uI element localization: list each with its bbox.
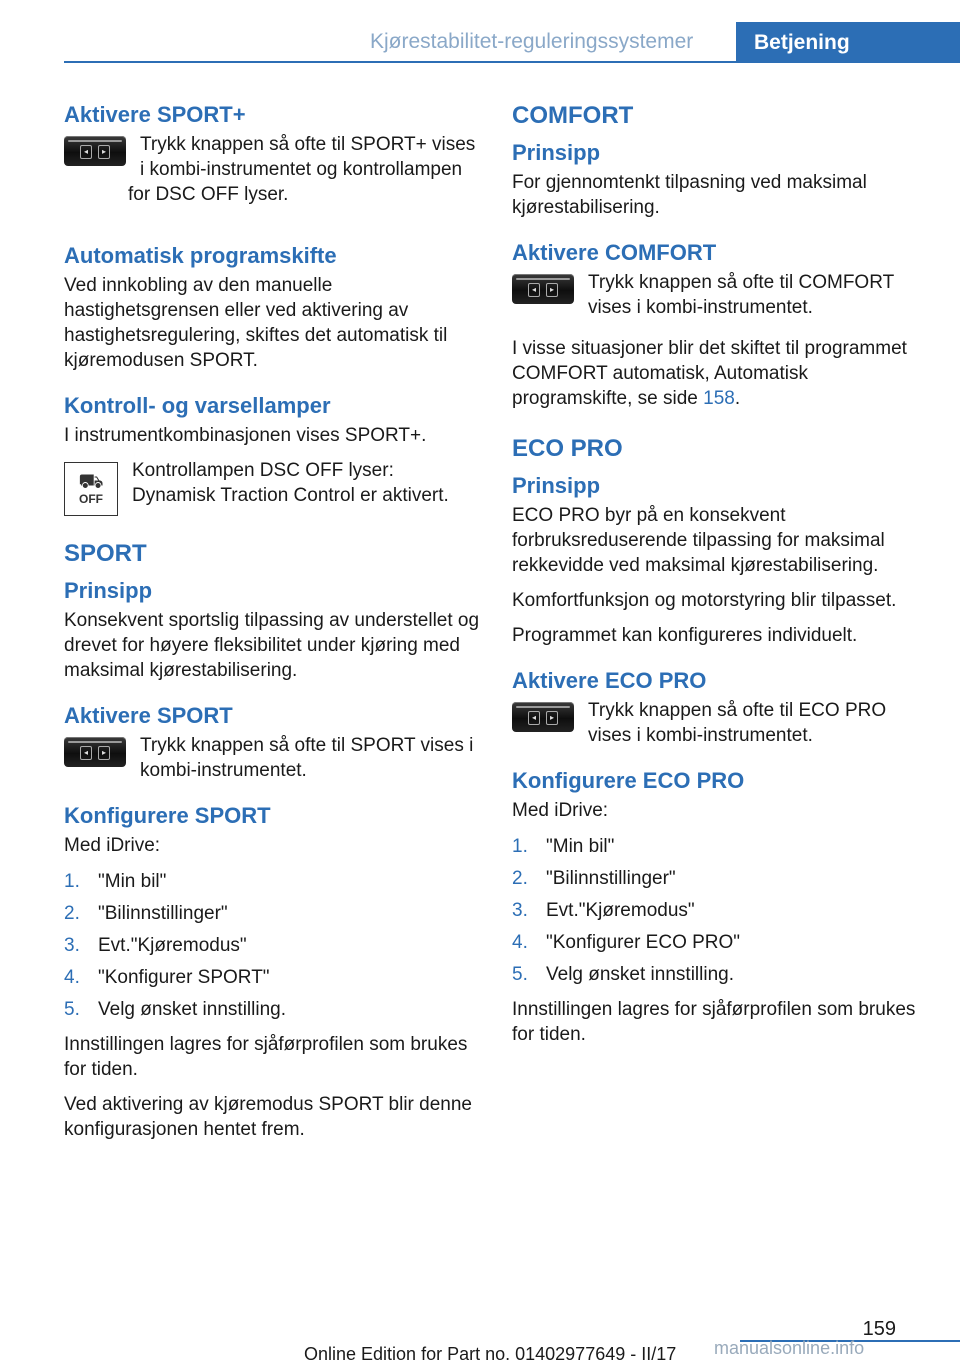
comfort-activate-text: Trykk knappen så ofte til COMFORT vises i kombi-instrumentet. (588, 272, 894, 318)
sport-activate-text: Trykk knappen så ofte til SPORT vises i kombi-instrumentet. (140, 735, 474, 781)
heading-activate-sport: Aktivere SPORT (64, 703, 233, 728)
mode-button-icon: ◂ ▸ (64, 737, 126, 767)
eco-activate-text: Trykk knappen så ofte til ECO PRO vises i kombi-instrumentet. (588, 700, 887, 746)
list-item: 5. Velg ønsket innstilling. (512, 964, 734, 985)
eco-saved-text: Innstillingen lagres for sjåførprofilen som brukes for tiden. (512, 999, 916, 1045)
mode-button-icon: ◂ ▸ (512, 702, 574, 732)
heading-auto-program: Automatisk programskifte (64, 243, 337, 268)
heading-sport: SPORT (64, 540, 147, 567)
sport-plus-text: Trykk knappen så ofte til SPORT+ vises i kombi-instrumentet og kontrollampen for DSC OFF lyser. (128, 134, 476, 205)
right-column (512, 100, 932, 1057)
list-item: 3. Evt."Kjøremodus" (512, 900, 695, 921)
heading-activate-eco: Aktivere ECO PRO (512, 668, 707, 693)
heading-comfort: COMFORT (512, 102, 634, 129)
config-sport-intro: Med iDrive: (64, 835, 161, 856)
dsc-off-icon: ⛟ OFF (64, 462, 118, 516)
list-item: 2. "Bilinnstillinger" (64, 903, 228, 924)
sport-steps-list (64, 866, 482, 1026)
sport-activate-block (64, 733, 482, 783)
heading-lamps: Kontroll- og varsellamper (64, 393, 331, 418)
mode-button-icon: ◂ ▸ (64, 136, 126, 166)
heading-activate-comfort: Aktivere COMFORT (512, 240, 717, 265)
auto-program-text: Ved innkobling av den manuelle hastighetsgrensen eller ved aktivering av hastighetsregulering, skiftes det automatisk til kjøremodusen SPORT. (64, 275, 448, 371)
list-item: 1. "Min bil" (64, 871, 167, 892)
sport-plus-block (64, 132, 482, 207)
eco-comfort-text: Komfortfunksjon og motorstyring blir tilpasset. (512, 590, 897, 611)
page-number: 159 (862, 1318, 896, 1340)
list-item: 4. "Konfigurer ECO PRO" (512, 932, 741, 953)
comfort-principle-text: For gjennomtenkt tilpasning ved maksimal kjørestabilisering. (512, 172, 867, 218)
sport-saved-text: Innstillingen lagres for sjåførprofilen som brukes for tiden. (64, 1034, 468, 1080)
list-item: 4. "Konfigurer SPORT" (64, 967, 270, 988)
dsc-lamp-block (64, 458, 482, 516)
list-item: 2. "Bilinnstillinger" (512, 868, 676, 889)
heading-config-sport: Konfigurere SPORT (64, 803, 271, 828)
watermark: manualsonline.info (714, 1338, 865, 1358)
eco-steps-list (512, 831, 932, 991)
list-item: 3. Evt."Kjøremodus" (64, 935, 247, 956)
eco-individual-text: Programmet kan konfigureres individuelt. (512, 625, 858, 646)
comfort-activate-block (512, 270, 932, 320)
chapter-tab[interactable]: Betjening (736, 22, 960, 63)
mode-button-icon: ◂ ▸ (512, 274, 574, 304)
page-header (0, 0, 960, 64)
section-title: Kjørestabilitet-reguleringssystemer (370, 30, 694, 53)
heading-eco-pro: ECO PRO (512, 435, 623, 462)
heading-comfort-principle: Prinsipp (512, 140, 601, 165)
lamp-text: I instrumentkombinasjonen vises SPORT+. (64, 425, 427, 446)
heading-config-eco: Konfigurere ECO PRO (512, 768, 745, 793)
left-column (64, 100, 482, 1152)
list-item: 1. "Min bil" (512, 836, 615, 857)
sport-recall-text: Ved aktivering av kjøremodus SPORT blir denne konfigurasjonen hentet frem. (64, 1094, 472, 1140)
comfort-auto-text: I visse situasjoner blir det skiftet til programmet COMFORT automatisk, Automatisk programskifte, se side 158. (512, 338, 907, 409)
dsc-lamp-text: Kontrollampen DSC OFF lyser: Dynamisk Traction Control er aktivert. (132, 460, 449, 506)
config-eco-intro: Med iDrive: (512, 800, 609, 821)
heading-eco-principle: Prinsipp (512, 473, 601, 498)
heading-activate-sport-plus: Aktivere SPORT+ (64, 102, 246, 127)
list-item: 5. Velg ønsket innstilling. (64, 999, 286, 1020)
heading-sport-principle: Prinsipp (64, 578, 153, 603)
sport-principle-text: Konsekvent sportslig tilpassing av understellet og drevet for høyere fleksibilitet under kjøring med maksimal kjørestabilisering. (64, 610, 480, 681)
header-rule (64, 61, 960, 63)
page-link[interactable]: 158 (703, 388, 735, 409)
eco-activate-block (512, 698, 932, 748)
eco-principle-text: ECO PRO byr på en konsekvent forbruksreduserende tilpassing for maksimal rekkevidde ved maksimal kjørestabilisering. (512, 505, 885, 576)
edition-text: Online Edition for Part no. 01402977649 - II/17 (304, 1344, 677, 1364)
